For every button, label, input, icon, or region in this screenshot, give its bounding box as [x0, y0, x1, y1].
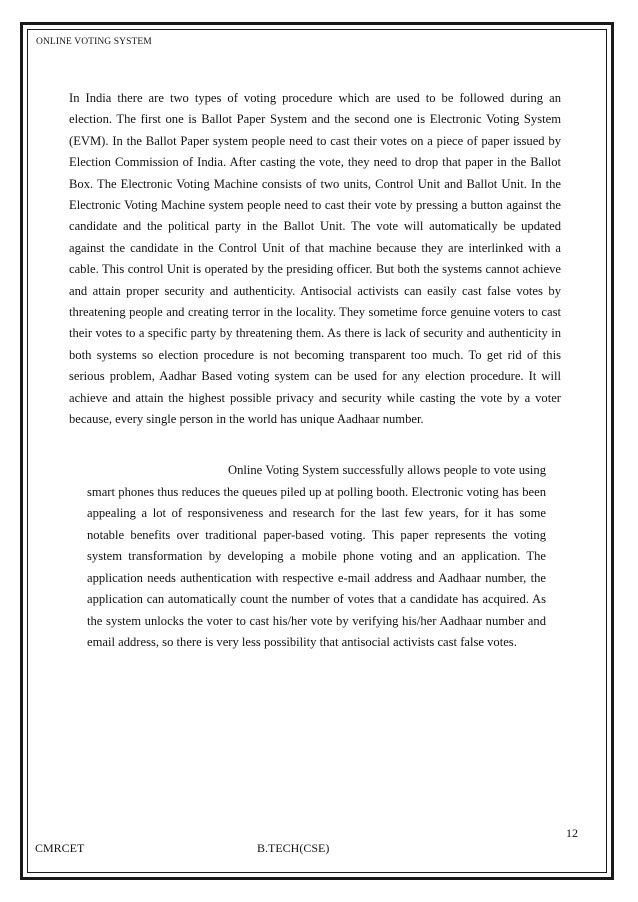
- footer-course: B.TECH(CSE): [257, 841, 330, 855]
- footer-college: CMRCET: [35, 841, 85, 855]
- running-header: ONLINE VOTING SYSTEM: [36, 37, 152, 47]
- body-paragraph-voting-procedures: In India there are two types of voting procedure which are used to be followed during an election. The first one is Ballot Paper System and the second one is Electronic Voting System (EVM). In the Ballot Paper system people need to cast their votes on a piece of paper issued by Election Commission of India. After casting the vote, they need to drop that paper in the Ballot Box. The Electronic Voting Machine consists of two units, Control Unit and Ballot Unit. In the Electronic Voting Machine system people need to cast their vote by pressing a button against the candidate and the political party in the Ballot Unit. The vote will automatically be updated against the candidate in the Control Unit of that machine because they are interlinked with a cable. This control Unit is operated by the presiding officer. But both the systems cannot achieve and attain proper security and authenticity. Antisocial activists can easily cast false votes by threatening people and creating terror in the locality. They sometime force genuine voters to cast their votes to a specific party by threatening them. As there is lack of security and authenticity in both systems so election procedure is not becoming transparent too much. To get rid of this serious problem, Aadhar Based voting system can be used for any election procedure. It will achieve and attain the highest possible privacy and security while casting the vote by a voter because, every single person in the world has unique Aadhaar number.: [69, 91, 561, 427]
- page-number: 12: [566, 826, 578, 840]
- body-paragraph-online-voting: Online Voting System successfully allows people to vote using smart phones thus reduces the queues piled up at polling booth. Electronic voting has been appealing a lot of responsiveness and research for the last few years, for it has some notable benefits over traditional paper-based voting. This paper represents the voting system transformation by developing a mobile phone voting and an application. The application needs authentication with respective e-mail address and Aadhaar number, the application can automatically count the number of votes that a candidate has acquired. As the system unlocks the voter to cast his/her vote by verifying his/her Aadhaar number and email address, so there is very less possibility that antisocial activists cast false votes.: [87, 463, 546, 649]
